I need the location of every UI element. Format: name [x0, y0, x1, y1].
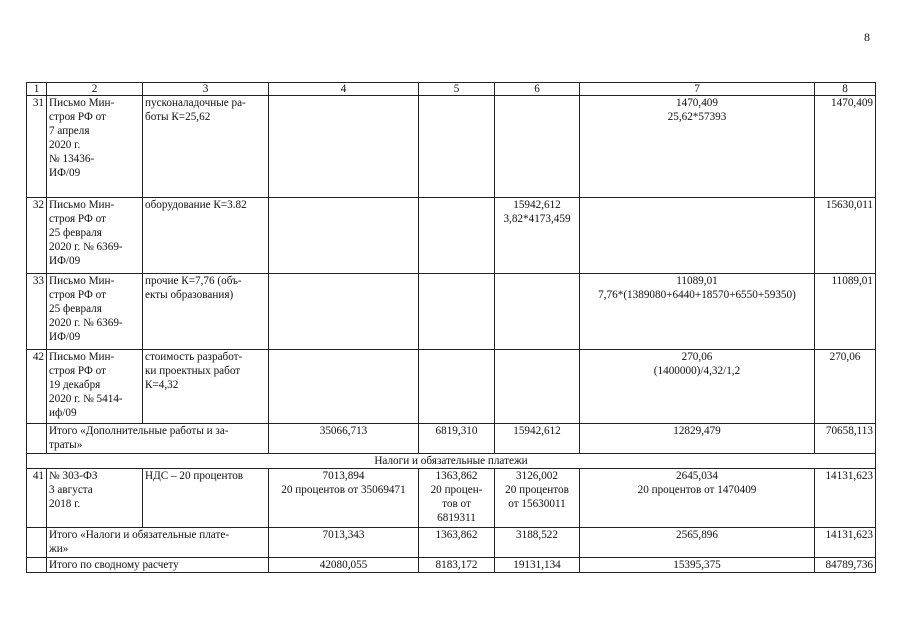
item-description: оборудование К=3.82 — [143, 198, 269, 274]
cell-col4: 7013,343 — [269, 528, 419, 558]
header-cell: 2 — [47, 83, 143, 96]
grand-total-label: Итого по сводному расчету — [47, 558, 269, 573]
cell-col4 — [269, 350, 419, 424]
cell-col8: 14131,623 — [815, 528, 876, 558]
document-reference: Письмо Мин- строя РФ от 7 апреля 2020 г. № 13436- ИФ/09 — [47, 96, 143, 198]
header-cell: 7 — [580, 83, 815, 96]
item-description: НДС – 20 процентов — [143, 469, 269, 528]
cell-col6: 15942,612 — [495, 424, 580, 454]
cell-col7: 2565,896 — [580, 528, 815, 558]
cell-col4 — [269, 274, 419, 350]
row-number: 42 — [27, 350, 47, 424]
row-number: 31 — [27, 96, 47, 198]
grand-total-row — [27, 558, 876, 573]
cell-col7: 2645,034 20 процентов от 1470409 — [580, 469, 815, 528]
table-row — [27, 198, 876, 274]
cell-col5 — [419, 198, 495, 274]
subtotal-row — [27, 528, 876, 558]
cell-col5: 1363,862 20 процен- тов от 6819311 — [419, 469, 495, 528]
header-cell: 5 — [419, 83, 495, 96]
section-row — [27, 454, 876, 469]
header-cell: 1 — [27, 83, 47, 96]
cell-col6 — [495, 96, 580, 198]
header-cell: 4 — [269, 83, 419, 96]
cell-col6: 15942,612 3,82*4173,459 — [495, 198, 580, 274]
cell-col5 — [419, 96, 495, 198]
subtotal-row — [27, 424, 876, 454]
cell-col8: 11089,01 — [815, 274, 876, 350]
item-description: пусконаладочные ра- боты К=25,62 — [143, 96, 269, 198]
estimate-table — [26, 82, 876, 573]
cell-col7: 1470,409 25,62*57393 — [580, 96, 815, 198]
table-row — [27, 274, 876, 350]
cell-col5: 1363,862 — [419, 528, 495, 558]
header-cell: 3 — [143, 83, 269, 96]
cell-col8: 84789,736 — [815, 558, 876, 573]
document-reference: № 303-ФЗ 3 августа 2018 г. — [47, 469, 143, 528]
page-number: 8 — [864, 30, 870, 44]
subtotal-label: Итого «Налоги и обязательные плате- жи» — [47, 528, 269, 558]
header-row — [27, 83, 876, 96]
cell-col8: 270,06 — [815, 350, 876, 424]
cell-col6: 3188,522 — [495, 528, 580, 558]
cell-col8: 70658,113 — [815, 424, 876, 454]
table-row — [27, 469, 876, 528]
cell-col8: 14131,623 — [815, 469, 876, 528]
row-number: 33 — [27, 274, 47, 350]
item-description: стоимость разработ- ки проектных работ К=4,32 — [143, 350, 269, 424]
cell-col5: 6819,310 — [419, 424, 495, 454]
item-description: прочие К=7,76 (объ- екты образования) — [143, 274, 269, 350]
cell-col5 — [419, 350, 495, 424]
cell-col4 — [269, 96, 419, 198]
cell-col6 — [495, 350, 580, 424]
document-reference: Письмо Мин- строя РФ от 19 декабря 2020 г. № 5414- иф/09 — [47, 350, 143, 424]
cell-col5: 8183,172 — [419, 558, 495, 573]
cell-col4 — [269, 198, 419, 274]
cell-col7: 11089,01 7,76*(1389080+6440+18570+6550+59350) — [580, 274, 815, 350]
cell-col7: 15395,375 — [580, 558, 815, 573]
cell-col4: 7013,894 20 процентов от 35069471 — [269, 469, 419, 528]
row-number: 32 — [27, 198, 47, 274]
cell-col7 — [580, 198, 815, 274]
table-row — [27, 350, 876, 424]
cell-col4: 42080,055 — [269, 558, 419, 573]
cell-col8: 15630,011 — [815, 198, 876, 274]
cell-col6: 3126,002 20 процентов от 15630011 — [495, 469, 580, 528]
document-reference: Письмо Мин- строя РФ от 25 февраля 2020 г. № 6369- ИФ/09 — [47, 198, 143, 274]
cell-col6 — [495, 274, 580, 350]
subtotal-label: Итого «Дополнительные работы и за- траты» — [47, 424, 269, 454]
cell-col8: 1470,409 — [815, 96, 876, 198]
section-title: Налоги и обязательные платежи — [27, 454, 876, 469]
table-row — [27, 96, 876, 198]
header-cell: 6 — [495, 83, 580, 96]
cell-col4: 35066,713 — [269, 424, 419, 454]
cell-col7: 12829,479 — [580, 424, 815, 454]
document-reference: Письмо Мин- строя РФ от 25 февраля 2020 г. № 6369- ИФ/09 — [47, 274, 143, 350]
cell-col6: 19131,134 — [495, 558, 580, 573]
header-cell: 8 — [815, 83, 876, 96]
cell-col7: 270,06 (1400000)/4,32/1,2 — [580, 350, 815, 424]
cell-col5 — [419, 274, 495, 350]
row-number: 41 — [27, 469, 47, 528]
